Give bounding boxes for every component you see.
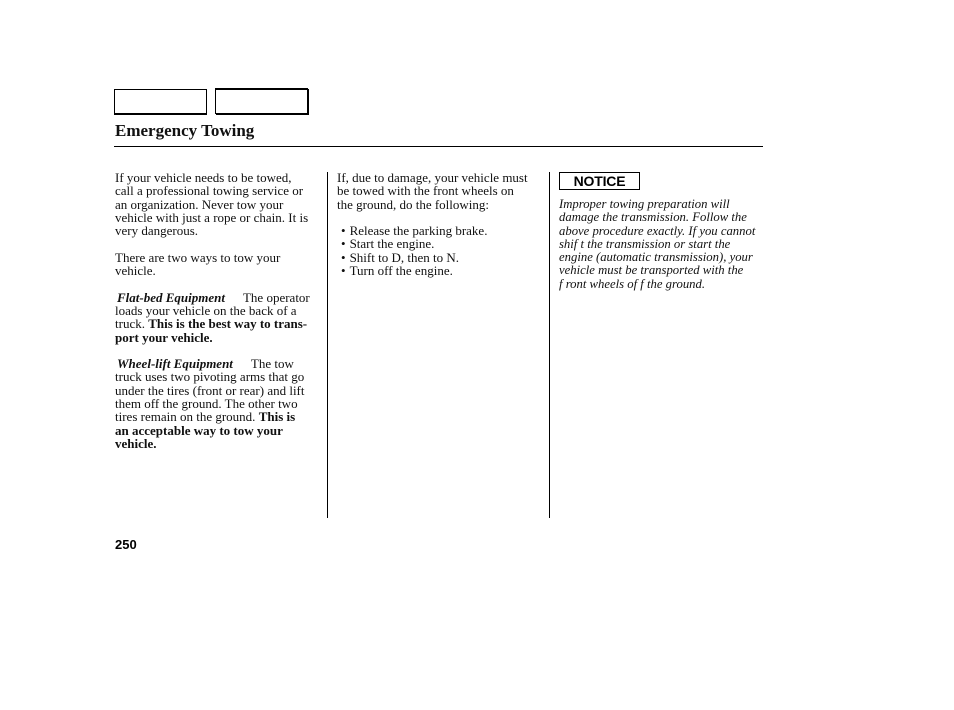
list-item bbox=[337, 237, 545, 250]
bullet: • bbox=[341, 263, 346, 279]
list-item bbox=[337, 264, 545, 277]
text-line: Improper towing preparation will bbox=[559, 197, 730, 211]
text-line: be towed with the front wheels on bbox=[337, 183, 514, 199]
list-item bbox=[337, 251, 545, 264]
run-in-heading: Wheel-lift Equipment bbox=[117, 356, 233, 372]
bold-text: This is bbox=[258, 409, 296, 425]
nav-box-right[interactable] bbox=[215, 88, 308, 114]
text-line: above procedure exactly. If you cannot bbox=[559, 223, 756, 238]
left-column-paragraph bbox=[115, 171, 325, 237]
text-line: them off the ground. The other two bbox=[115, 396, 298, 412]
text-line: vehicle must be transported with the bbox=[559, 263, 744, 278]
text-line: the ground, do the following: bbox=[337, 196, 490, 212]
text-line: vehicle with just a rope or chain. It is bbox=[115, 209, 309, 225]
text-line: call a professional towing service or bbox=[115, 183, 304, 199]
text-line: shif t the transmission or start the bbox=[559, 236, 731, 251]
notice-paragraph bbox=[559, 198, 759, 291]
bullet: • bbox=[341, 249, 346, 265]
text-line: truck uses two pivoting arms that go bbox=[115, 369, 305, 385]
page-number: 250 bbox=[115, 537, 137, 552]
text-line bbox=[115, 357, 325, 370]
bullet: • bbox=[341, 223, 346, 239]
text-line bbox=[115, 317, 325, 330]
body-text: The tow bbox=[250, 356, 294, 372]
text-line: loads your vehicle on the back of a bbox=[115, 302, 297, 318]
text-line: damage the transmission. Follow the bbox=[559, 210, 747, 225]
middle-column bbox=[337, 171, 545, 277]
text-line bbox=[115, 410, 325, 423]
body-text: The operator bbox=[242, 289, 310, 305]
bold-text: an acceptable way to tow your bbox=[115, 422, 283, 438]
towing-steps-list bbox=[337, 224, 545, 277]
notice-box bbox=[559, 172, 640, 190]
run-in-heading: Flat-bed Equipment bbox=[117, 289, 225, 305]
middle-column-text bbox=[337, 171, 545, 211]
bold-text: vehicle. bbox=[115, 435, 157, 451]
middle-column-paragraph bbox=[337, 171, 545, 211]
text-line bbox=[115, 331, 325, 344]
text-line: an organization. Never tow your bbox=[115, 196, 284, 212]
body-text: tires remain on the ground. bbox=[115, 409, 259, 425]
notice-label: NOTICE bbox=[573, 173, 626, 189]
list-item bbox=[337, 224, 545, 237]
left-column-paragraph bbox=[115, 357, 325, 450]
step-text: Shift to D, then to N. bbox=[349, 249, 459, 265]
notice-text bbox=[559, 198, 759, 304]
text-line: There are two ways to tow your bbox=[115, 249, 281, 265]
text-line: engine (automatic transmission), your bbox=[559, 250, 753, 265]
left-column-paragraph bbox=[115, 251, 325, 278]
left-column-paragraph bbox=[115, 291, 325, 344]
bullet: • bbox=[341, 236, 346, 252]
text-line: very dangerous. bbox=[115, 223, 199, 239]
text-line bbox=[115, 437, 325, 450]
step-text: Turn off the engine. bbox=[349, 263, 453, 279]
text-line: under the tires (front or rear) and lift bbox=[115, 382, 305, 398]
text-line bbox=[115, 424, 325, 437]
text-line: f ront wheels of f the ground. bbox=[559, 276, 706, 291]
step-text: Release the parking brake. bbox=[349, 223, 488, 239]
step-text: Start the engine. bbox=[349, 236, 435, 252]
text-line: If your vehicle needs to be towed, bbox=[115, 170, 292, 185]
bold-text: port your vehicle. bbox=[115, 329, 213, 345]
bold-text: This is the best way to trans- bbox=[148, 316, 308, 332]
page-title: Emergency Towing bbox=[115, 121, 255, 140]
nav-box-left[interactable] bbox=[114, 89, 207, 114]
text-line bbox=[115, 291, 325, 304]
left-column bbox=[115, 171, 325, 464]
title-rule bbox=[114, 146, 763, 147]
text-line: vehicle. bbox=[115, 263, 156, 279]
column-divider-right bbox=[549, 172, 550, 518]
text-line: If, due to damage, your vehicle must bbox=[337, 170, 528, 185]
body-text: truck. bbox=[115, 316, 149, 332]
column-divider-left bbox=[327, 172, 328, 518]
